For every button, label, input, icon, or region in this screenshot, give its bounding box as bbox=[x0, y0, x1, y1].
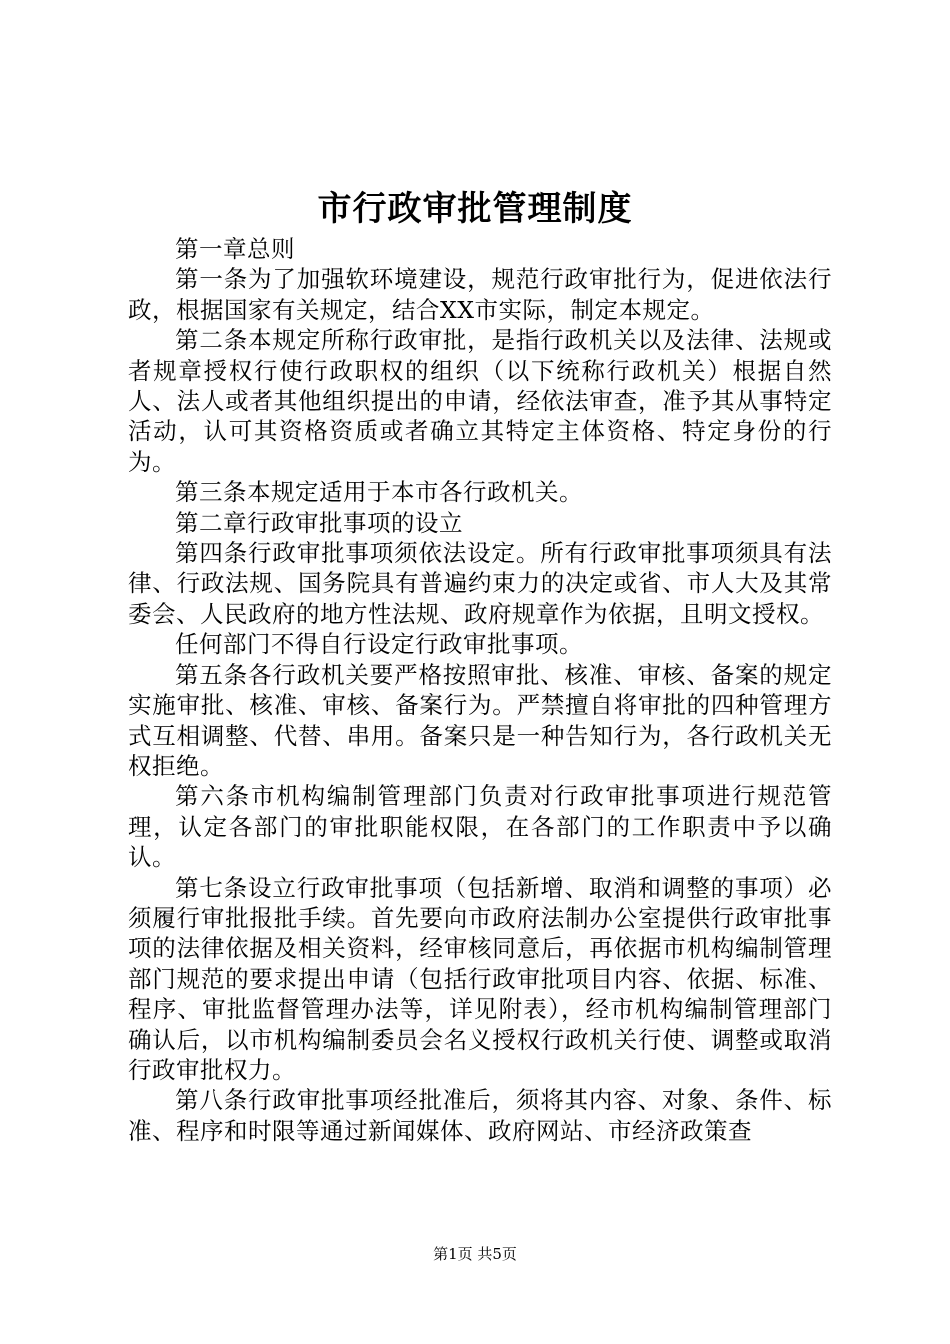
paragraph-article-5: 第五条各行政机关要严格按照审批、核准、审核、备案的规定实施审批、核准、审核、备案行为。严禁擅自将审批的四种管理方式互相调整、代替、串用。备案只是一种告知行为，各行政机关无权拒绝。 bbox=[128, 660, 832, 780]
paragraph-chapter-1-heading: 第一章总则 bbox=[175, 235, 295, 263]
paragraph-article-1: 第一条为了加强软环境建设，规范行政审批行为，促进依法行政，根据国家有关规定，结合XX市实际，制定本规定。 bbox=[128, 265, 832, 324]
paragraph-article-2: 第二条本规定所称行政审批，是指行政机关以及法律、法规或者规章授权行使行政职权的组织（以下统称行政机关）根据自然人、法人或者其他组织提出的申请，经依法审查，准予其从事特定活动，认可其资格资质或者确立其特定主体资格、特定身份的行为。 bbox=[128, 326, 832, 476]
paragraph-article-4: 第四条行政审批事项须依法设定。所有行政审批事项须具有法律、行政法规、国务院具有普遍约束力的决定或省、市人大及其常委会、人民政府的地方性法规、政府规章作为依据，且明文授权。 bbox=[128, 539, 832, 628]
paragraph-article-3: 第三条本规定适用于本市各行政机关。 bbox=[175, 478, 583, 507]
page-footer: 第1页 共5页 bbox=[433, 1245, 517, 1263]
paragraph-article-7: 第七条设立行政审批事项（包括新增、取消和调整的事项）必须履行审批报批手续。首先要向市政府法制办公室提供行政审批事项的法律依据及相关资料，经审核同意后，再依据市机构编制管理部门规范的要求提出申请（包括行政审批项目内容、依据、标准、程序、审批监督管理办法等，详见附表），经市机构编制管理部门确认后，以市机构编制委员会名义授权行政机关行使、调整或取消行政审批权力。 bbox=[128, 873, 832, 1084]
paragraph-article-8: 第八条行政审批事项经批准后，须将其内容、对象、条件、标准、程序和时限等通过新闻媒体、政府网站、市经济政策查 bbox=[128, 1086, 832, 1145]
document-body bbox=[128, 234, 832, 1146]
paragraph-chapter-2-heading: 第二章行政审批事项的设立 bbox=[175, 508, 463, 537]
paragraph-article-6: 第六条市机构编制管理部门负责对行政审批事项进行规范管理，认定各部门的审批职能权限，在各部门的工作职责中予以确认。 bbox=[128, 782, 832, 872]
paragraph-article-4-note: 任何部门不得自行设定行政审批事项。 bbox=[175, 630, 583, 659]
document-title: 市行政审批管理制度 bbox=[317, 189, 633, 229]
